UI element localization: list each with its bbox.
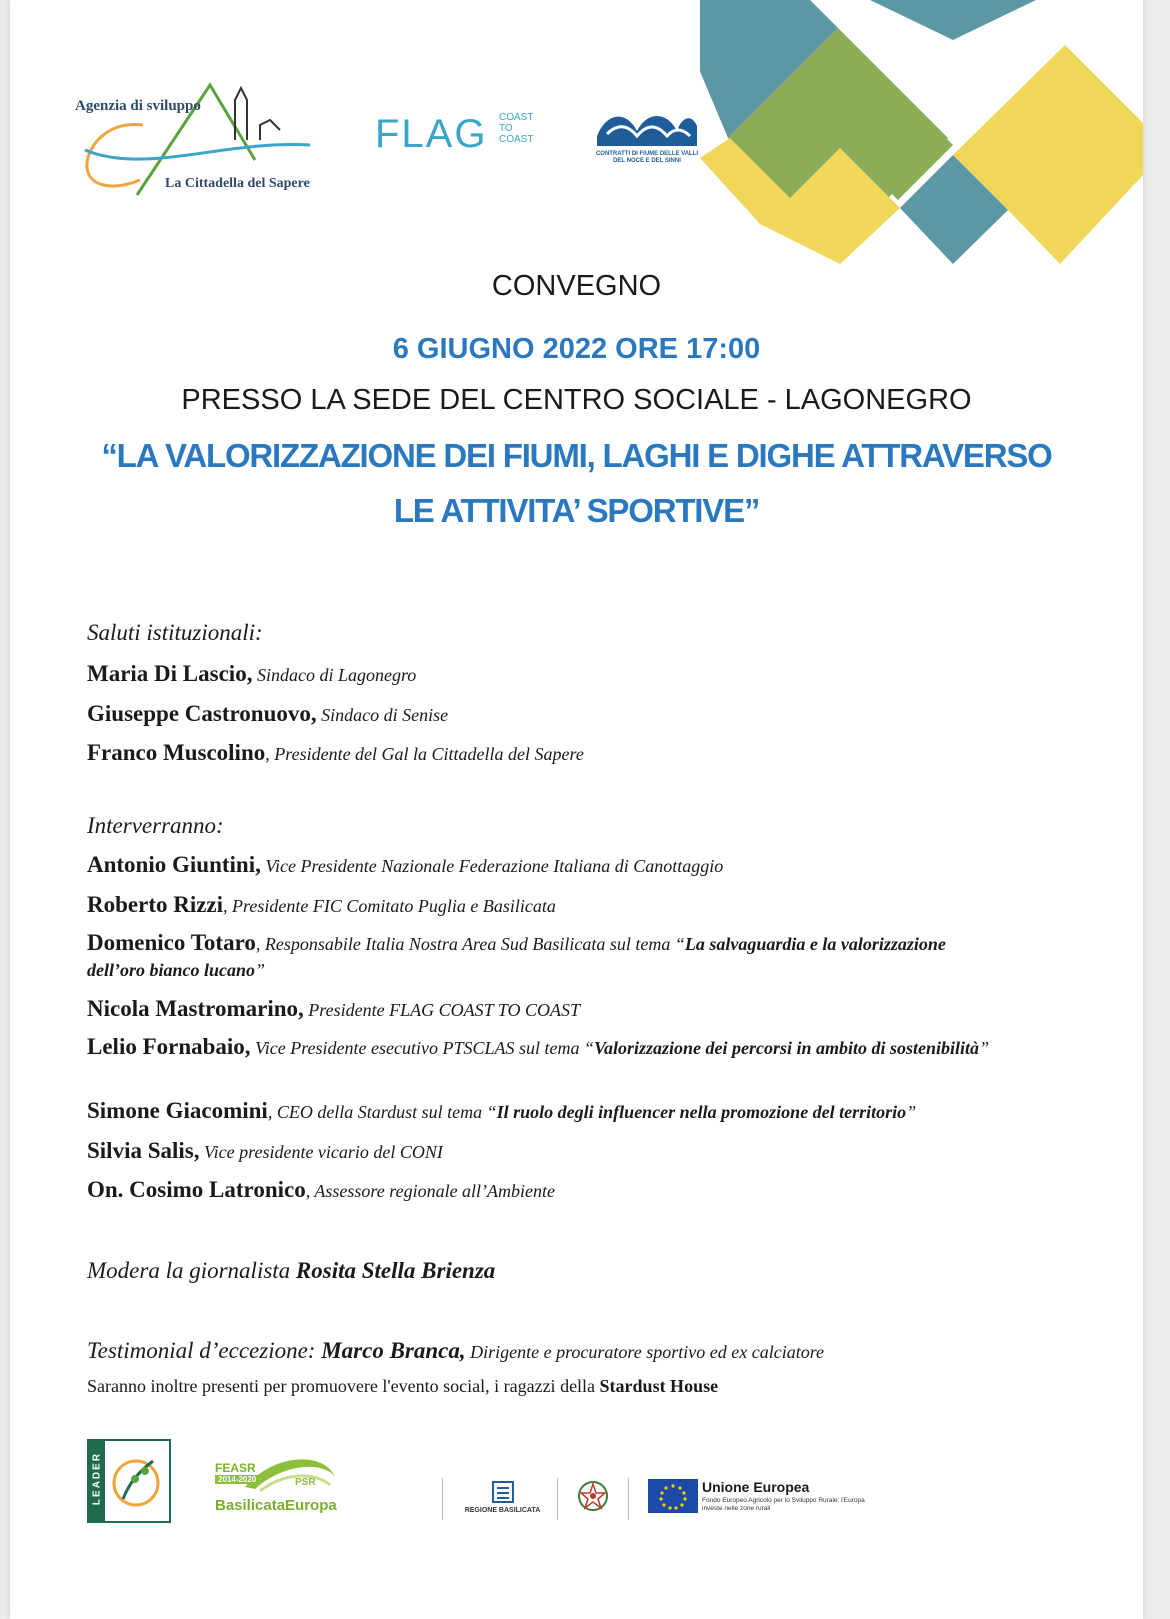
speaker-item (87, 892, 1067, 918)
feasr-name: BasilicataEuropa (215, 1497, 337, 1514)
testimonial-line (87, 1338, 824, 1364)
speaker-name: Domenico Totaro (87, 930, 256, 955)
flag-logo-sub: COAST TO COAST (499, 112, 534, 145)
flag-logo-word: FLAG (375, 112, 488, 156)
speaker-role: Sindaco di Senise (316, 705, 449, 725)
speaker-role: Vice presidente vicario del CONI (199, 1142, 443, 1162)
flag-logo (375, 112, 545, 172)
social-note-bold: Stardust House (599, 1376, 719, 1396)
speaker-role: , Presidente FIC Comitato Puglia e Basilicata (223, 896, 556, 916)
speaker-topic-end: ” (979, 1038, 990, 1058)
speaker-name: Nicola Mastromarino, (87, 996, 304, 1021)
moderator-prefix: Modera la giornalista (87, 1258, 296, 1283)
event-place: PRESSO LA SEDE DEL CENTRO SOCIALE - LAGONEGRO (181, 384, 972, 416)
moderator-name: Rosita Stella Brienza (295, 1258, 496, 1283)
leader-logo-word: LEADER (91, 1451, 103, 1506)
speaker-role: , CEO della Stardust sul tema “ (267, 1102, 497, 1122)
feasr-years: 2014-2020 (215, 1475, 259, 1484)
speaker-name: Franco Muscolino (87, 740, 266, 765)
speaker-item (87, 930, 987, 984)
footer-divider (628, 1478, 629, 1520)
speaker-role: Vice Presidente Nazionale Federazione Italiana di Canottaggio (260, 856, 724, 876)
speaker-topic: La salvaguardia e la valorizzazione dell’oro bianco lucano (87, 934, 946, 980)
speaker-role: , Responsabile Italia Nostra Area Sud Basilicata sul tema “ (255, 934, 685, 954)
gal-logo (65, 80, 325, 205)
regione-basilicata-text: REGIONE BASILICATA (464, 1507, 541, 1514)
speaker-role: Sindaco di Lagonegro (252, 665, 417, 685)
gal-logo-line1: Agenzia di sviluppo (75, 98, 201, 114)
unione-europea-title: Unione Europea (702, 1479, 810, 1495)
speaker-item (87, 1138, 1067, 1164)
speakers-label: Interverranno: (87, 813, 224, 838)
leader-logo (87, 1439, 171, 1523)
social-note (87, 1376, 718, 1397)
testimonial-role: Dirigente e procuratore sportivo ed ex calciatore (465, 1342, 825, 1362)
feasr-logo (205, 1447, 345, 1519)
gal-logo-line2: La Cittadella del Sapere (165, 176, 310, 191)
footer-divider (442, 1478, 443, 1520)
speaker-name: Lelio Fornabaio, (87, 1034, 251, 1059)
event-title-line1: “LA VALORIZZAZIONE DEI FIUMI, LAGHI E DIGHE ATTRAVERSO (101, 437, 1052, 474)
social-note-text: Saranno inoltre presenti per promuovere l'evento social, i ragazzi della (87, 1376, 600, 1396)
speaker-name: Silvia Salis, (87, 1138, 200, 1163)
moderator-line (87, 1258, 495, 1284)
speaker-item (87, 996, 1067, 1022)
greeting-item (87, 740, 1067, 766)
decorative-diamonds (700, 0, 1143, 270)
speaker-role: , Presidente del Gal la Cittadella del Sapere (265, 744, 584, 764)
greeting-item (87, 661, 1067, 687)
speaker-role: Vice Presidente esecutivo PTSCLAS sul tema “ (250, 1038, 594, 1058)
speaker-topic-end: ” (906, 1102, 917, 1122)
event-datetime: 6 GIUGNO 2022 ORE 17:00 (392, 333, 761, 365)
speaker-topic: Valorizzazione dei percorsi in ambito di sostenibilità (594, 1038, 980, 1058)
speaker-name: Simone Giacomini (87, 1098, 268, 1123)
italian-emblem-icon (576, 1478, 610, 1516)
speaker-role: Presidente FLAG COAST TO COAST (303, 1000, 580, 1020)
footer-divider (557, 1478, 558, 1520)
speaker-topic: Il ruolo degli influencer nella promozione del territorio (496, 1102, 907, 1122)
greeting-item (87, 701, 1067, 727)
feasr-title: FEASR (215, 1461, 256, 1475)
greetings-label: Saluti istituzionali: (87, 620, 263, 645)
speaker-item (87, 1098, 1127, 1124)
speaker-item (87, 1177, 1067, 1203)
contratti-fiume-logo (592, 106, 702, 176)
speaker-name: Maria Di Lascio, (87, 661, 253, 686)
speaker-role: , Assessore regionale all’Ambiente (305, 1181, 556, 1201)
speaker-name: Roberto Rizzi (87, 892, 224, 917)
testimonial-label: Testimonial d’eccezione: (87, 1338, 322, 1363)
speaker-name: On. Cosimo Latronico (87, 1177, 306, 1202)
event-type: CONVEGNO (491, 270, 662, 302)
event-title-line2: LE ATTIVITA’ SPORTIVE” (393, 492, 760, 529)
speaker-topic-end: ” (255, 960, 266, 980)
speaker-name: Giuseppe Castronuovo, (87, 701, 317, 726)
unione-europea-text: Fondo Europeo Agricolo per lo Sviluppo Rurale: l'Europa investe nelle zone rurali (702, 1497, 865, 1512)
testimonial-name: Marco Branca, (321, 1338, 466, 1363)
speaker-name: Antonio Giuntini, (87, 852, 261, 877)
flyer-page (10, 0, 1143, 1619)
unione-europea-logo (648, 1479, 868, 1519)
speaker-item (87, 1034, 1047, 1062)
speaker-item (87, 852, 1067, 878)
regione-basilicata-logo (455, 1480, 550, 1520)
feasr-psr: PSR (295, 1477, 316, 1488)
contratti-fiume-text: CONTRATTI DI FIUME DELLE VALLI DEL NOCE E DEL SINNI (595, 151, 699, 164)
